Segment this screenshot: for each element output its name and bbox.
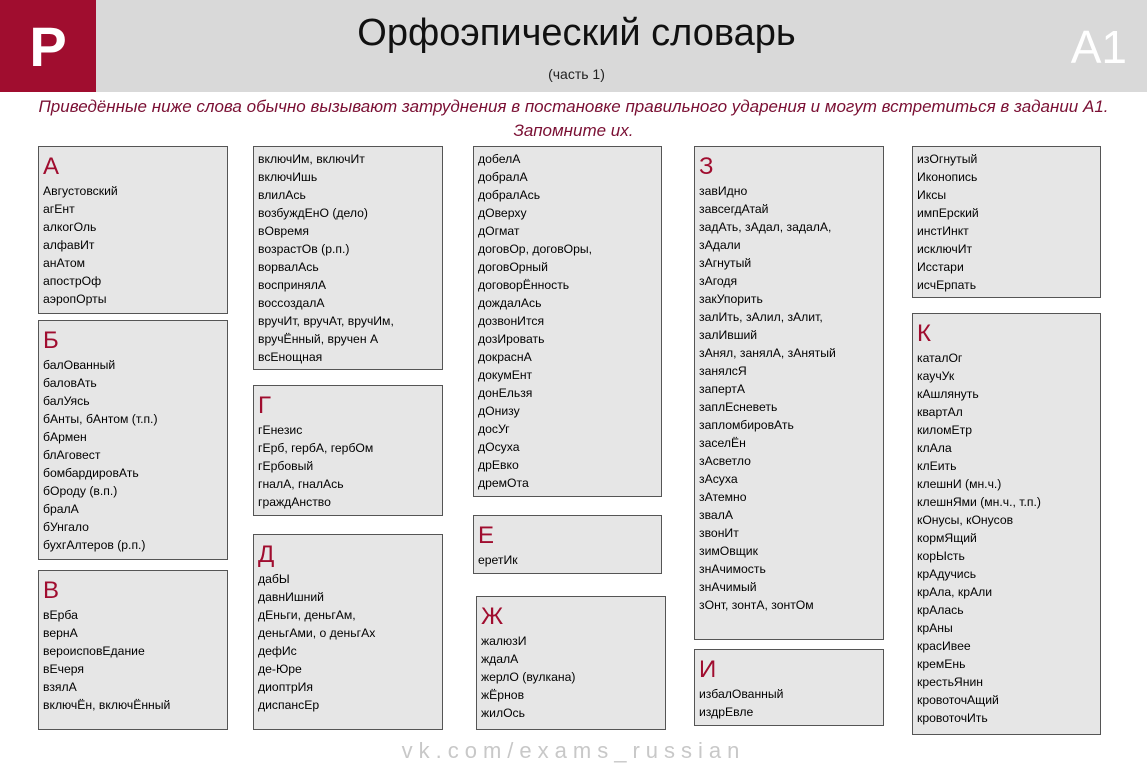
word-entry: Иконопись xyxy=(917,170,978,184)
word-entry: зАтемно xyxy=(699,490,747,504)
word-entry: клАла xyxy=(917,441,952,455)
word-entry: гЕнезис xyxy=(258,423,303,437)
word-entry: зАнял, занялА, зАнятый xyxy=(699,346,836,360)
word-entry: красИвее xyxy=(917,639,971,653)
box-z xyxy=(694,146,884,640)
word-entry: включИшь xyxy=(258,170,318,184)
box-i xyxy=(694,649,884,726)
word-entry: звонИт xyxy=(699,526,739,540)
word-entry: влилАсь xyxy=(258,188,306,202)
word-entry: бомбардировАть xyxy=(43,466,139,480)
word-entry: диспансЕр xyxy=(258,698,320,712)
word-entry: исчЕрпать xyxy=(917,278,977,292)
word-entry: балУясь xyxy=(43,394,90,408)
word-entry: зАсуха xyxy=(699,472,738,486)
word-entry: еретИк xyxy=(478,553,518,567)
word-entry: изОгнутый xyxy=(917,152,978,166)
word-entry: заплЕсневеть xyxy=(699,400,778,414)
logo: Р xyxy=(0,0,96,92)
word-entry: бУнгало xyxy=(43,520,89,534)
word-entry: вероисповЕдание xyxy=(43,644,145,658)
section-letter: Е xyxy=(478,522,495,549)
word-entry: бАрмен xyxy=(43,430,87,444)
footer-watermark: vk.com/exams_russian xyxy=(401,738,746,763)
word-entry: включИм, включИт xyxy=(258,152,365,166)
section-letter: Ж xyxy=(481,603,504,630)
word-entry: давнИшний xyxy=(258,590,324,604)
word-entry: вЕрба xyxy=(43,608,78,622)
word-entry: жалюзИ xyxy=(481,634,527,648)
word-entry: ждалА xyxy=(481,652,519,666)
word-entry: дОнизу xyxy=(478,404,520,418)
word-entry: клешнЯми (мн.ч., т.п.) xyxy=(917,495,1041,509)
word-entry: добралА xyxy=(478,170,528,184)
word-entry: залИть, зАлил, зАлит, xyxy=(699,310,823,324)
word-entry: баловАть xyxy=(43,376,97,390)
word-entry: знАчимый xyxy=(699,580,757,594)
word-entry: завсегдАтай xyxy=(699,202,769,216)
word-entry: возрастОв (р.п.) xyxy=(258,242,350,256)
word-entry: апострОф xyxy=(43,274,102,288)
word-entry: балОванный xyxy=(43,358,116,372)
word-entry: вручИт, вручАт, вручИм, xyxy=(258,314,394,328)
word-entry: исключИт xyxy=(917,242,973,256)
word-entry: Августовский xyxy=(43,184,118,198)
word-entry: договорЁнность xyxy=(478,278,570,292)
word-entry: алфавИт xyxy=(43,238,95,252)
page-subtitle: (часть 1) xyxy=(548,66,605,82)
word-entry: каталОг xyxy=(917,351,963,365)
word-entry: включЁн, включЁнный xyxy=(43,698,171,712)
box-g xyxy=(253,385,443,516)
word-entry: издрЕвле xyxy=(699,705,754,719)
word-entry: кАшлянуть xyxy=(917,387,979,401)
word-entry: докумЕнт xyxy=(478,368,533,382)
word-entry: залИвший xyxy=(699,328,758,342)
word-entry: завИдно xyxy=(699,184,748,198)
section-letter: З xyxy=(699,153,714,180)
page-title: Орфоэпический словарь xyxy=(357,12,796,54)
box-v xyxy=(38,570,228,730)
word-entry: инстИнкт xyxy=(917,224,969,238)
word-entry: кОнусы, кОнусов xyxy=(917,513,1014,527)
word-entry: знАчимость xyxy=(699,562,766,576)
word-entry: закУпорить xyxy=(699,292,763,306)
word-entry: алкогОль xyxy=(43,220,97,234)
word-entry: дозвонИтся xyxy=(478,314,545,328)
box-e xyxy=(473,515,662,574)
word-entry: зАгнутый xyxy=(699,256,752,270)
word-entry: взялА xyxy=(43,680,77,694)
section-letter: И xyxy=(699,656,717,683)
word-entry: киломЕтр xyxy=(917,423,973,437)
word-entry: крАны xyxy=(917,621,953,635)
word-entry: дОсуха xyxy=(478,440,520,454)
word-entry: де-Юре xyxy=(258,662,302,676)
word-entry: крАлась xyxy=(917,603,964,617)
word-entry: запломбировАть xyxy=(699,418,794,432)
word-entry: бОроду (в.п.) xyxy=(43,484,118,498)
word-entry: крАла, крАли xyxy=(917,585,993,599)
word-entry: вОвремя xyxy=(258,224,309,238)
word-entry: дОверху xyxy=(478,206,527,220)
word-entry: бАнты, бАнтом (т.п.) xyxy=(43,412,158,426)
word-entry: воссоздалА xyxy=(258,296,325,310)
word-entry: каучУк xyxy=(917,369,955,383)
box-k xyxy=(912,313,1101,735)
word-entry: граждАнство xyxy=(258,495,331,509)
word-entry: анАтом xyxy=(43,256,85,270)
word-entry: зимОвщик xyxy=(699,544,758,558)
word-entry: клешнИ (мн.ч.) xyxy=(917,477,1002,491)
word-entry: зАдали xyxy=(699,238,741,252)
section-letter: Г xyxy=(258,392,271,419)
word-entry: ворвалАсь xyxy=(258,260,319,274)
word-entry: всЕнощная xyxy=(258,350,323,364)
box-a xyxy=(38,146,228,314)
word-entry: зАсветло xyxy=(699,454,751,468)
word-entry: договОрный xyxy=(478,260,548,274)
word-entry: зОнт, зонтА, зонтОм xyxy=(699,598,814,612)
section-letter: А xyxy=(43,153,60,180)
word-entry: бухгАлтеров (р.п.) xyxy=(43,538,146,552)
word-entry: вЕчеря xyxy=(43,662,84,676)
word-entry: Иксы xyxy=(917,188,947,202)
word-entry: дождалАсь xyxy=(478,296,542,310)
word-entry: корЫсть xyxy=(917,549,965,563)
word-entry: Исстари xyxy=(917,260,964,274)
word-entry: гналА, гналАсь xyxy=(258,477,344,491)
word-entry: блАговест xyxy=(43,448,101,462)
word-entry: добелА xyxy=(478,152,521,166)
box-d xyxy=(253,534,443,730)
word-entry: деньгАми, о деньгАх xyxy=(258,626,376,640)
word-entry: дрЕвко xyxy=(478,458,519,472)
word-entry: квартАл xyxy=(917,405,963,419)
box-zh xyxy=(476,596,666,730)
word-entry: дабЫ xyxy=(258,572,290,586)
word-entry: кровоточАщий xyxy=(917,693,999,707)
word-entry: зАгодя xyxy=(699,274,738,288)
word-entry: жерлО (вулкана) xyxy=(481,670,576,684)
task-badge: А1 xyxy=(1070,21,1127,73)
word-entry: донЕльзя xyxy=(478,386,533,400)
word-entry: договОр, договОры, xyxy=(478,242,593,256)
section-letter: Б xyxy=(43,327,59,354)
section-letter: К xyxy=(917,320,931,347)
word-entry: кормЯщий xyxy=(917,531,977,545)
word-entry: дозИровать xyxy=(478,332,545,346)
word-entry: вернА xyxy=(43,626,78,640)
word-entry: дремОта xyxy=(478,476,529,490)
word-entry: возбуждЕнО (дело) xyxy=(258,206,368,220)
word-entry: диоптрИя xyxy=(258,680,314,694)
word-entry: крестьЯнин xyxy=(917,675,983,689)
word-entry: кровоточИть xyxy=(917,711,988,725)
word-entry: досУг xyxy=(478,422,510,436)
section-letter: Д xyxy=(258,541,275,568)
word-entry: жЁрнов xyxy=(481,688,525,702)
word-entry: докраснА xyxy=(478,350,532,364)
word-entry: агЕнт xyxy=(43,202,75,216)
word-entry: запертА xyxy=(699,382,745,396)
word-entry: бралА xyxy=(43,502,79,516)
box-i-continued xyxy=(912,146,1101,298)
word-entry: аэропОрты xyxy=(43,292,107,306)
header-bar xyxy=(0,0,1147,92)
word-entry: добралАсь xyxy=(478,188,541,202)
word-entry: импЕрский xyxy=(917,206,979,220)
word-entry: воспринялА xyxy=(258,278,326,292)
word-entry: дОгмат xyxy=(478,224,520,238)
intro-text: Приведённые ниже слова обычно вызывают затруднения в постановке правильного ударения и могут встретиться в задании А1. Запомните их. xyxy=(38,97,1109,140)
word-entry: вручЁнный, вручен А xyxy=(258,332,379,346)
word-entry: жилОсь xyxy=(481,706,525,720)
word-entry: занялсЯ xyxy=(699,364,747,378)
word-entry: гЕрбовый xyxy=(258,459,314,473)
word-entry: клЕить xyxy=(917,459,957,473)
word-entry: гЕрб, гербА, гербОм xyxy=(258,441,374,455)
word-entry: избалОванный xyxy=(699,687,784,701)
word-entry: дефИс xyxy=(258,644,297,658)
word-entry: дЕньги, деньгАм, xyxy=(258,608,356,622)
word-entry: крАдучись xyxy=(917,567,977,581)
box-d-continued xyxy=(473,146,662,497)
word-entry: заселЁн xyxy=(699,436,746,450)
word-entry: задАть, зАдал, задалА, xyxy=(699,220,832,234)
box-b xyxy=(38,320,228,560)
word-entry: звалА xyxy=(699,508,733,522)
word-entry: кремЕнь xyxy=(917,657,966,671)
box-v-continued xyxy=(253,146,443,370)
section-letter: В xyxy=(43,577,60,604)
